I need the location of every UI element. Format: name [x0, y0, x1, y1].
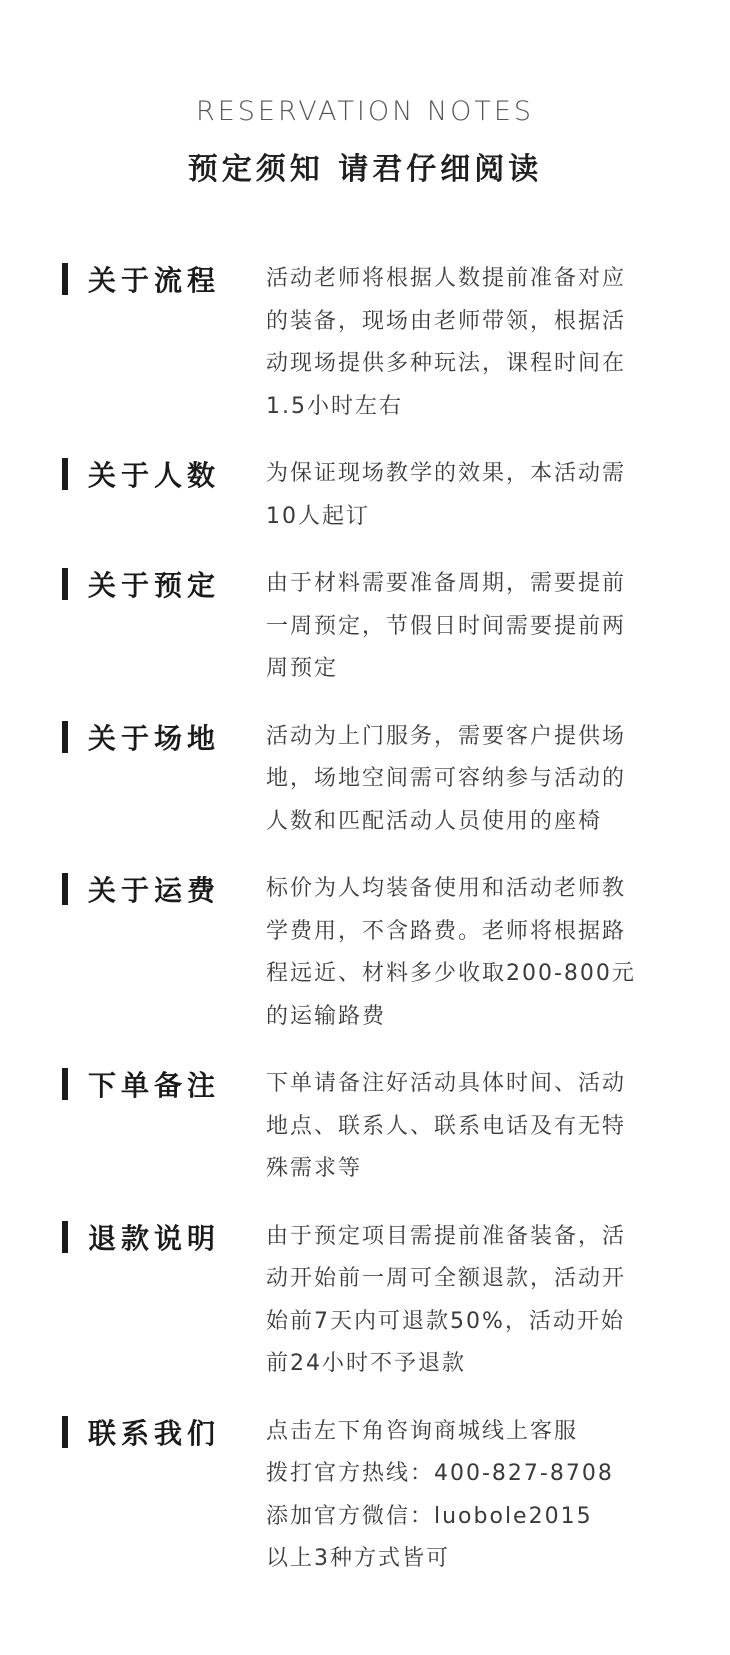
- section-marker-bar: [62, 458, 68, 490]
- section-heading: [62, 262, 220, 296]
- section-body-line: 学费用，不含路费。老师将根据路: [266, 918, 627, 944]
- section-heading: [62, 1067, 220, 1101]
- section-label: 关于运费: [88, 874, 221, 907]
- section-body-line: 为保证现场教学的效果，本活动需: [266, 461, 627, 486]
- page-header: [0, 92, 730, 191]
- section-body-line: 拨打官方热线：400-827-8708: [266, 1461, 614, 1486]
- note-section: [0, 258, 730, 428]
- section-body-line: 添加官方微信：luobole2015: [266, 1503, 593, 1529]
- page-title: 预定须知 请君仔细阅读: [187, 152, 543, 187]
- section-heading: [62, 720, 220, 754]
- section-body-line: 10人起订: [266, 503, 370, 529]
- note-section: [0, 1063, 730, 1191]
- section-label: 下单备注: [88, 1069, 221, 1102]
- section-body-line: 点击左下角咨询商城线上客服: [266, 1418, 579, 1444]
- section-marker-bar: [62, 1416, 68, 1448]
- section-body-line: 由于材料需要准备周期，需要提前: [266, 571, 627, 596]
- section-body-line: 地点、联系人、联系电话及有无特: [266, 1113, 627, 1139]
- section-body: [266, 1411, 666, 1581]
- section-body: [266, 716, 666, 844]
- section-body: [266, 868, 666, 1038]
- section-body-line: 下单请备注好活动具体时间、活动: [266, 1071, 627, 1096]
- section-body: [266, 563, 666, 691]
- section-label: 关于预定: [88, 569, 221, 602]
- section-heading: [62, 567, 220, 601]
- section-body: [266, 453, 666, 538]
- section-heading: [62, 457, 220, 491]
- section-label: 联系我们: [88, 1416, 221, 1450]
- note-section: [0, 716, 730, 844]
- note-section: [0, 453, 730, 538]
- header-eyebrow: RESERVATION NOTES: [195, 96, 535, 127]
- section-label: 关于场地: [88, 721, 221, 755]
- section-body-line: 标价为人均装备使用和活动老师教: [266, 876, 627, 901]
- section-body-line: 始前7天内可退款50%，活动开始: [266, 1308, 625, 1334]
- section-body-line: 殊需求等: [266, 1156, 363, 1181]
- section-body-line: 程远近、材料多少收取200-800元: [266, 961, 636, 986]
- section-marker-bar: [62, 263, 68, 295]
- section-body-line: 周预定: [266, 656, 339, 681]
- section-body-line: 1.5小时左右: [266, 393, 403, 419]
- section-body: [266, 1216, 666, 1386]
- section-body-line: 地，场地空间需可容纳参与活动的: [266, 766, 627, 791]
- section-marker-bar: [62, 1068, 68, 1100]
- section-body-line: 动现场提供多种玩法，课程时间在: [266, 351, 627, 376]
- section-body-line: 一周预定，节假日时间需要提前两: [266, 613, 627, 639]
- section-marker-bar: [62, 1221, 68, 1253]
- section-heading: [62, 1415, 220, 1449]
- notes-list: [0, 258, 730, 1606]
- section-body-line: 前24小时不予退款: [266, 1351, 466, 1376]
- section-body-line: 以上3种方式皆可: [266, 1546, 450, 1571]
- section-body: [266, 258, 666, 428]
- section-body-line: 活动老师将根据人数提前准备对应: [266, 266, 627, 291]
- section-body-line: 活动为上门服务，需要客户提供场: [266, 723, 627, 749]
- note-section: [0, 563, 730, 691]
- note-section: [0, 1411, 730, 1581]
- section-marker-bar: [62, 568, 68, 600]
- note-section: [0, 1216, 730, 1386]
- section-body-line: 由于预定项目需提前准备装备，活: [266, 1223, 627, 1249]
- section-label: 关于人数: [88, 459, 221, 492]
- section-marker-bar: [62, 721, 68, 753]
- section-body-line: 的运输路费: [266, 1003, 387, 1029]
- section-heading: [62, 872, 220, 906]
- section-body: [266, 1063, 666, 1191]
- section-body-line: 动开始前一周可全额退款，活动开: [266, 1266, 627, 1291]
- note-section: [0, 868, 730, 1038]
- section-label: 退款说明: [88, 1221, 221, 1255]
- section-label: 关于流程: [88, 264, 221, 297]
- section-body-line: 人数和匹配活动人员使用的座椅: [266, 808, 603, 834]
- section-heading: [62, 1220, 220, 1254]
- section-body-line: 的装备，现场由老师带领，根据活: [266, 308, 627, 334]
- section-marker-bar: [62, 873, 68, 905]
